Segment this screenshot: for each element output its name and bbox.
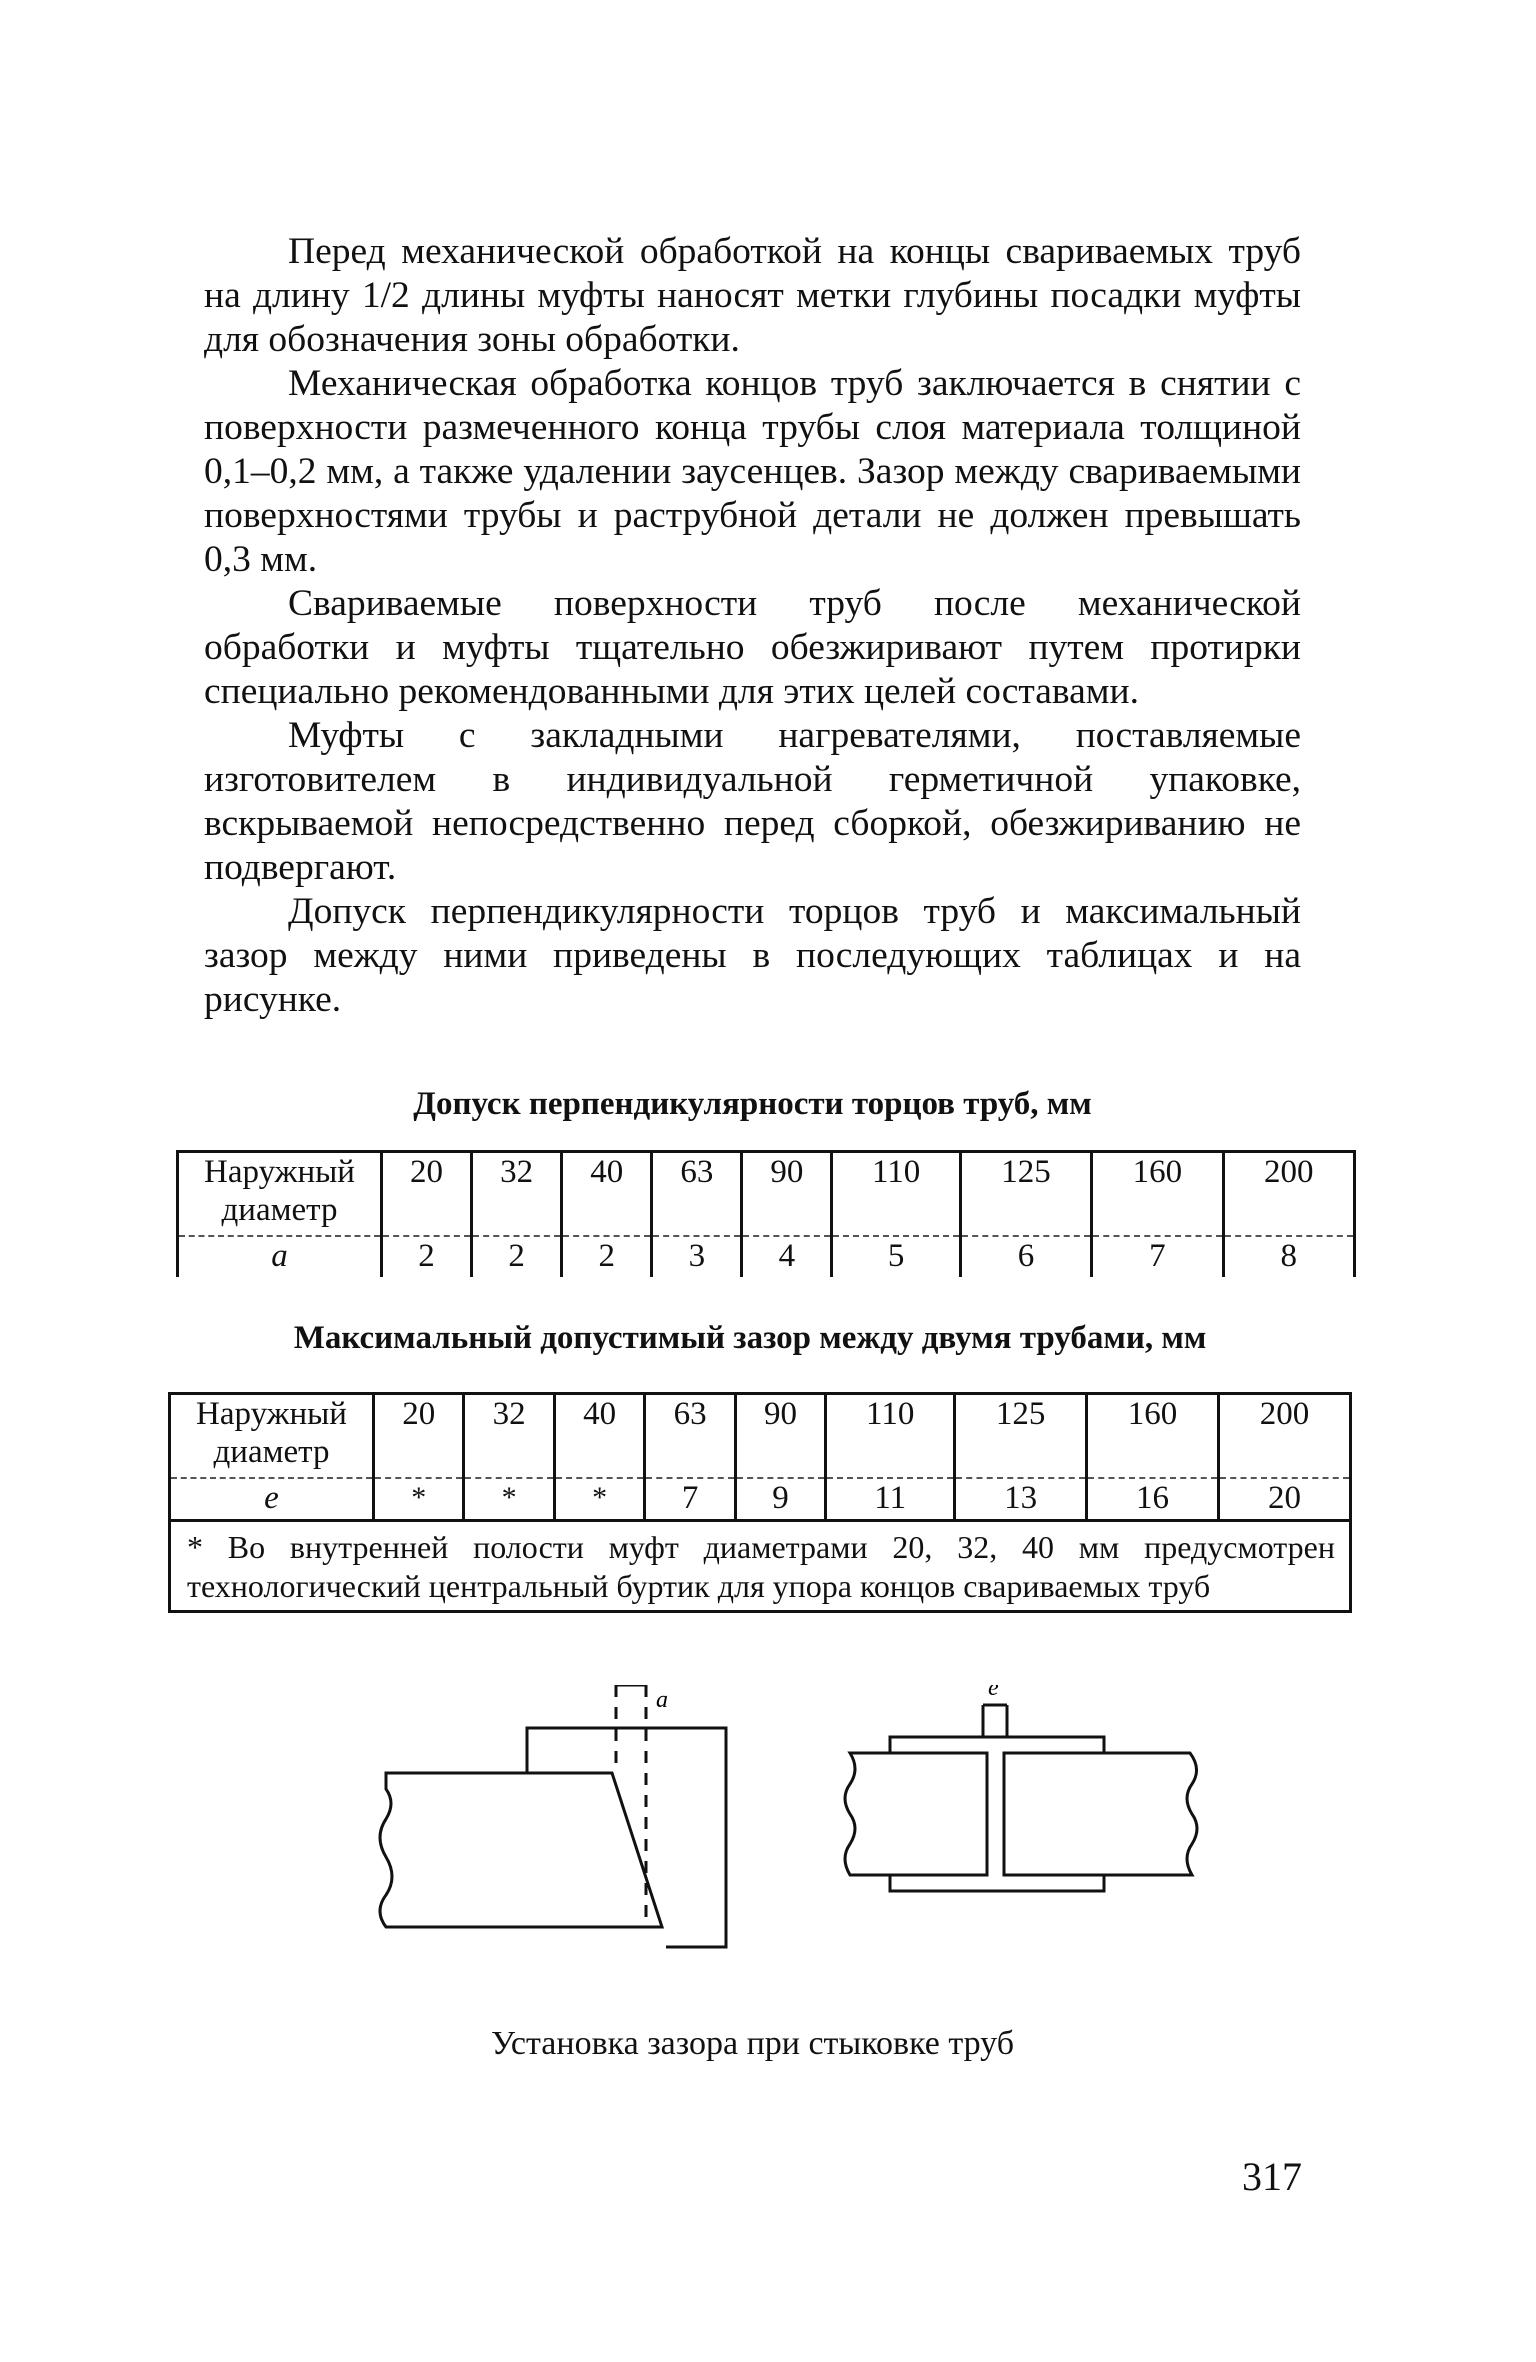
table1-value: 2: [562, 1236, 652, 1277]
body-text: [204, 230, 1301, 1022]
table1-diameter: 160: [1092, 1152, 1223, 1237]
table1-diameter: 63: [652, 1152, 742, 1237]
paragraph: Свариваемые поверхности труб после механической обработки и муфты тщательно обезжиривают путем протирки специально рекомендованными для этих целей составами.: [204, 583, 1301, 712]
table2-diameter: 160: [1087, 1394, 1219, 1479]
guide-e: [983, 1705, 1007, 1737]
table2-diameter: 200: [1218, 1394, 1350, 1479]
perpendicularity-diagram: [380, 1685, 726, 1947]
paragraph: Муфты с закладными нагревателями, поставляемые изготовителем в индивидуальной герметичной упаковке, вскрываемой непосредственно перед сборкой, обезжириванию не подвергают.: [204, 715, 1301, 888]
table2-value: 9: [735, 1478, 825, 1521]
table1-value: 7: [1092, 1236, 1223, 1277]
table1-diameter: 200: [1223, 1152, 1354, 1237]
table2-value: 13: [955, 1478, 1087, 1521]
table2-diameter: 32: [464, 1394, 554, 1479]
max-gap-table: [168, 1392, 1352, 1613]
table1-caption: Допуск перпендикулярности торцов труб, мм: [413, 1086, 1092, 1122]
pipe-joint-figure: [370, 1685, 1240, 1985]
pipe-right-right-body: [1004, 1753, 1197, 1875]
perpendicularity-table: [176, 1150, 1356, 1277]
table1-value: 6: [960, 1236, 1091, 1277]
table2-value: *: [464, 1478, 554, 1521]
table1-diameter: 90: [742, 1152, 832, 1237]
table1-diameter: 20: [382, 1152, 472, 1237]
table2-diameter: 40: [554, 1394, 644, 1479]
table2-value: 7: [645, 1478, 735, 1521]
table2-caption: Максимальный допустимый зазор между двумя трубами, мм: [293, 1320, 1207, 1356]
table1-value: 2: [472, 1236, 562, 1277]
table2-diameter: 125: [955, 1394, 1087, 1479]
figure-caption: Установка зазора при стыковке труб: [490, 2025, 1015, 2062]
table1-diameter: 32: [472, 1152, 562, 1237]
coupling-right: [890, 1737, 1104, 1891]
pipe-left-body: [380, 1773, 662, 1927]
table2-value: 16: [1087, 1478, 1219, 1521]
gap-diagram: [845, 1705, 1197, 1891]
table1-diameter: 125: [960, 1152, 1091, 1237]
table2-value: 20: [1218, 1478, 1350, 1521]
table2-footnote: * Во внутренней полости муфт диаметрами 20, 32, 40 мм предусмотрен технологический центральный буртик для упора концов свариваемых труб: [170, 1521, 1351, 1612]
table1-value: 3: [652, 1236, 742, 1277]
table1-header-label: Наружный диаметр: [178, 1152, 382, 1237]
page-number: 317: [1242, 2154, 1302, 2199]
table2-row-label: е: [170, 1478, 374, 1521]
table1-value: 5: [832, 1236, 960, 1277]
paragraph: Перед механической обработкой на концы свариваемых труб на длину 1/2 длины муфты наносят метки глубины посадки муфты для обозначения зоны обработки.: [204, 231, 1301, 360]
table2-value: *: [554, 1478, 644, 1521]
label-e: е: [988, 1685, 999, 1701]
table2-diameter: 90: [735, 1394, 825, 1479]
table1-value: 8: [1223, 1236, 1354, 1277]
pipe-right-left-body: [845, 1753, 987, 1875]
label-a: а: [656, 1687, 668, 1713]
table2-value: *: [374, 1478, 464, 1521]
table1-diameter: 110: [832, 1152, 960, 1237]
table1-value: 2: [382, 1236, 472, 1277]
table2-diameter: 110: [826, 1394, 955, 1479]
paragraph: Допуск перпендикулярности торцов труб и максимальный зазор между ними приведены в последующих таблицах и на рисунке.: [204, 891, 1301, 1020]
coupling-left: [527, 1728, 726, 1947]
table1-value: 4: [742, 1236, 832, 1277]
paragraph: Механическая обработка концов труб заключается в снятии с поверхности размеченного конца трубы слоя материала толщиной 0,1–0,2 мм, а также удалении заусенцев. Зазор между свариваемыми поверхностями трубы и раструбной детали не должен превышать 0,3 мм.: [204, 363, 1301, 580]
table2-header-label: Наружный диаметр: [170, 1394, 374, 1479]
table2-diameter: 63: [645, 1394, 735, 1479]
table2-value: 11: [826, 1478, 955, 1521]
table2-diameter: 20: [374, 1394, 464, 1479]
table1-diameter: 40: [562, 1152, 652, 1237]
table1-row-label: а: [178, 1236, 382, 1277]
